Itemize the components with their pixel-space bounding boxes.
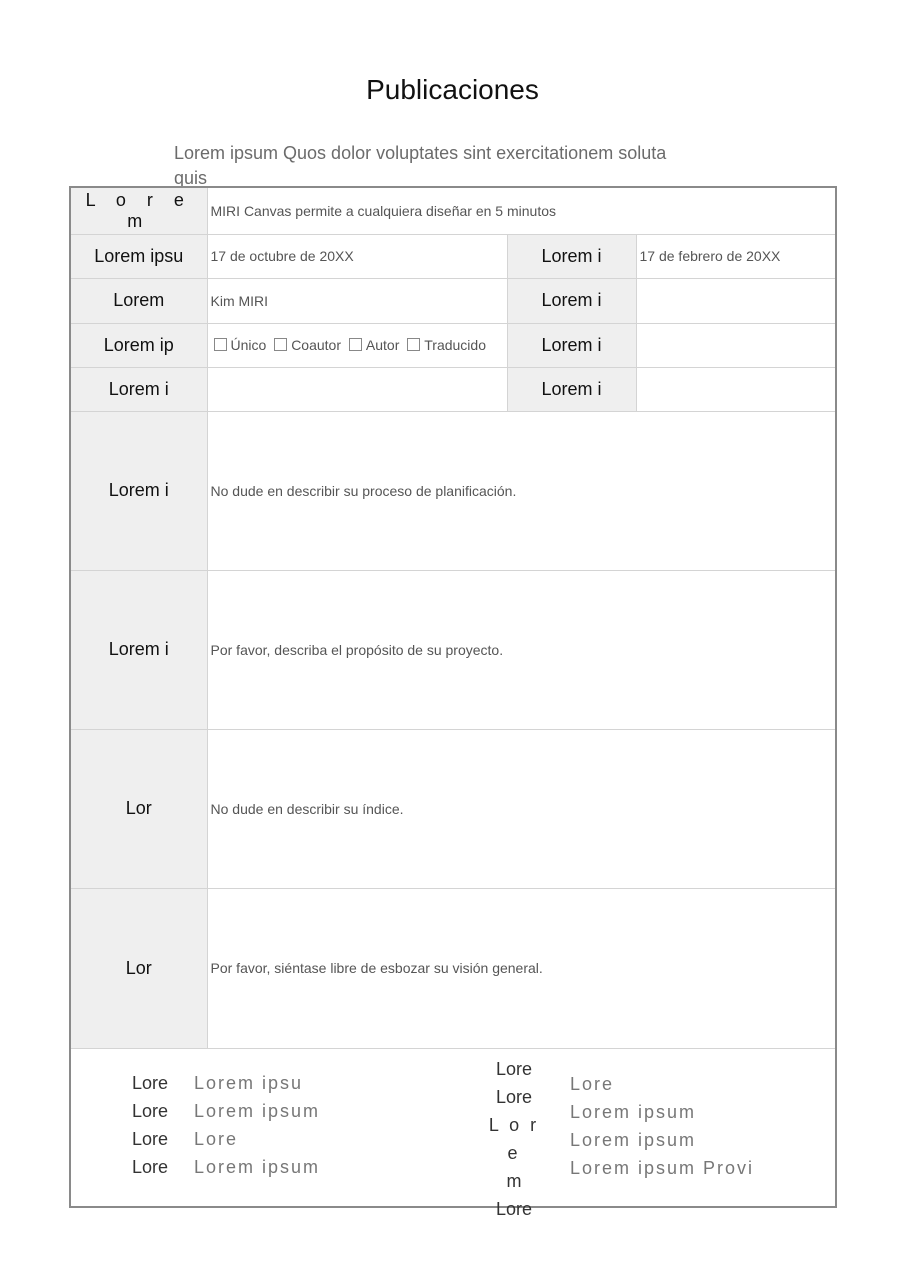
footer-right-values <box>570 1070 754 1182</box>
footer-value: Lorem ipsum <box>570 1102 697 1122</box>
field-value[interactable] <box>636 278 835 323</box>
footer-right-labels <box>483 1055 545 1223</box>
field-label: Lorem i <box>71 411 207 570</box>
footer-label: Lore <box>495 1199 533 1219</box>
field-label: Lorem <box>71 278 207 323</box>
field-label: Lorem i <box>507 278 636 323</box>
field-label: Lorem i <box>507 323 636 367</box>
checkbox[interactable] <box>407 338 420 351</box>
form-row <box>71 888 835 1048</box>
field-value[interactable]: Por favor, describa el propósito de su proyecto. <box>207 570 835 729</box>
footer-value: Lorem ipsum <box>194 1101 321 1121</box>
checkbox-label: Autor <box>365 337 400 353</box>
page-subtitle: Lorem ipsum Quos dolor voluptates sint exercitationem soluta quis <box>174 143 667 188</box>
footer-value: Lorem ipsum Provi <box>570 1158 755 1178</box>
form-row <box>71 188 835 234</box>
authorship-options <box>207 323 507 367</box>
field-label: Lorem ip <box>71 323 207 367</box>
field-value[interactable]: Por favor, siéntase libre de esbozar su visión general. <box>207 888 835 1048</box>
field-value[interactable]: MIRI Canvas permite a cualquiera diseñar en 5 minutos <box>207 188 835 234</box>
field-value[interactable] <box>207 367 507 411</box>
field-label: Lorem i <box>71 367 207 411</box>
publication-form <box>69 186 837 1219</box>
field-value[interactable]: Kim MIRI <box>207 278 507 323</box>
footer-label: Lore <box>131 1157 169 1177</box>
footer-left-values <box>194 1069 320 1181</box>
checkbox[interactable] <box>274 338 287 351</box>
checkbox[interactable] <box>349 338 362 351</box>
field-value[interactable]: 17 de febrero de 20XX <box>636 234 835 278</box>
footer-value: Lorem ipsum <box>570 1130 697 1150</box>
checkbox-label: Coautor <box>291 337 341 353</box>
checkbox[interactable] <box>214 338 227 351</box>
checkbox-label: Único <box>230 337 267 353</box>
footer-label: Lore <box>495 1059 533 1079</box>
field-value[interactable]: 17 de octubre de 20XX <box>207 234 507 278</box>
footer-value: Lorem ipsum <box>194 1157 321 1177</box>
footer-label: Lore <box>131 1129 169 1149</box>
field-label: L o r e m <box>71 188 207 234</box>
footer-value: Lore <box>570 1074 615 1094</box>
field-value[interactable]: No dude en describir su índice. <box>207 729 835 888</box>
checkbox-label: Traducido <box>424 337 486 353</box>
signature-footer <box>71 1048 835 1219</box>
form-row <box>71 411 835 570</box>
footer-label: Lore <box>131 1073 169 1093</box>
form-row <box>71 323 835 367</box>
field-value[interactable] <box>636 323 835 367</box>
footer-value: Lorem ipsu <box>194 1073 304 1093</box>
footer-label: Lore <box>131 1101 169 1121</box>
footer-label: L o r e <box>488 1115 540 1163</box>
footer-label: Lore <box>495 1087 533 1107</box>
footer-label: m <box>506 1171 522 1191</box>
form-row <box>71 234 835 278</box>
footer-value: Lore <box>194 1129 239 1149</box>
field-value[interactable]: No dude en describir su proceso de planificación. <box>207 411 835 570</box>
form-row <box>71 729 835 888</box>
field-label: Lorem ipsu <box>71 234 207 278</box>
field-label: Lorem i <box>507 367 636 411</box>
form-row <box>71 570 835 729</box>
footer-left-labels <box>121 1069 179 1181</box>
form-table <box>71 188 835 1049</box>
field-value[interactable] <box>636 367 835 411</box>
form-row <box>71 278 835 323</box>
field-label: Lorem i <box>71 570 207 729</box>
page-title: Publicaciones <box>366 74 539 105</box>
field-label: Lor <box>71 888 207 1048</box>
field-label: Lor <box>71 729 207 888</box>
form-row <box>71 367 835 411</box>
field-label: Lorem i <box>507 234 636 278</box>
